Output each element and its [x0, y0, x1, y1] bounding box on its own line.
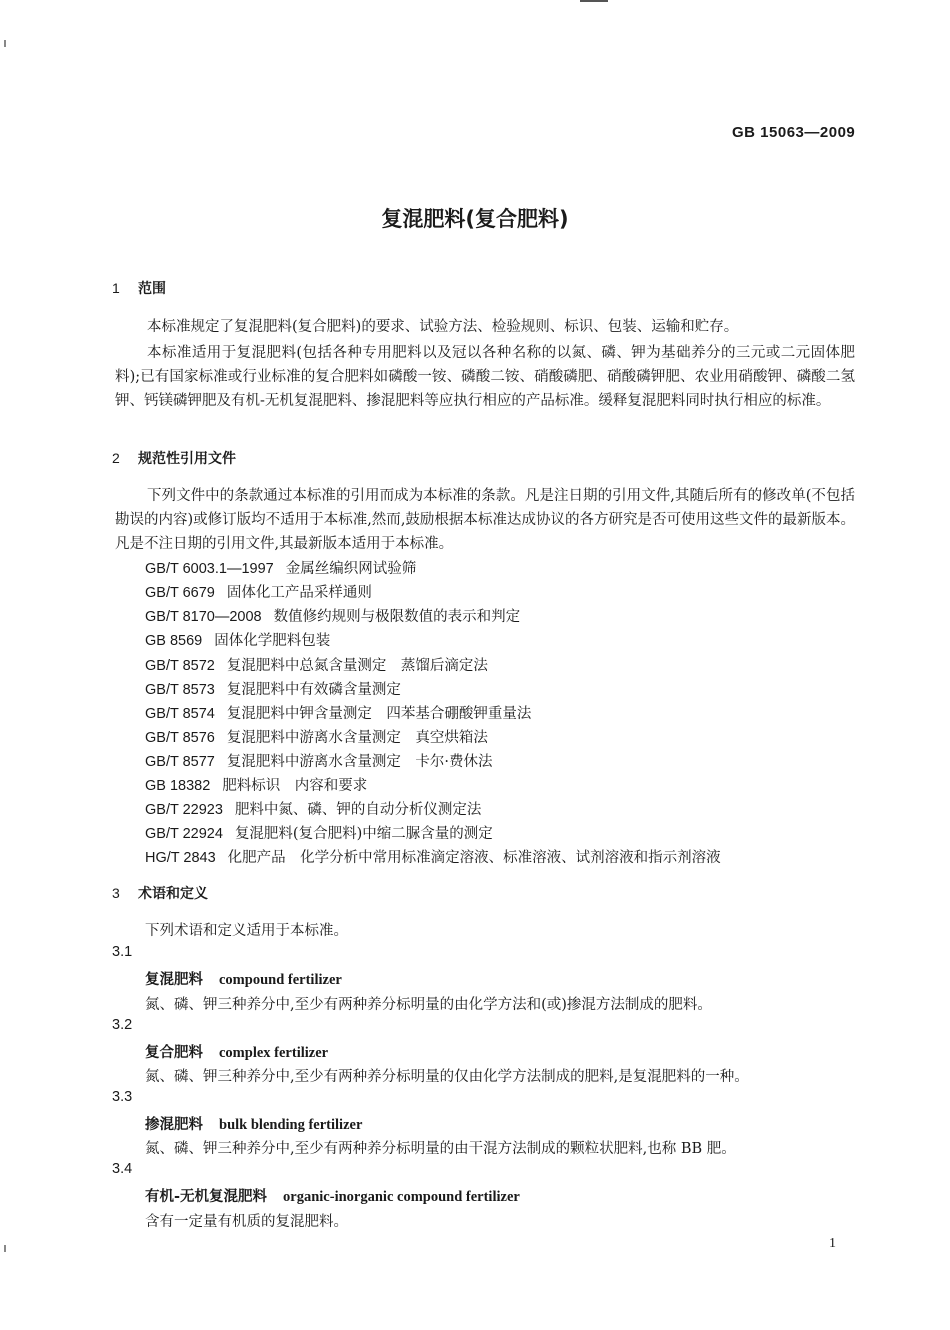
reference-title: 数值修约规则与极限数值的表示和判定: [273, 609, 521, 625]
reference-item: [145, 557, 416, 579]
reference-code: GB/T 8572: [145, 658, 215, 674]
document-title: 复混肥料(复合肥料): [381, 207, 569, 231]
term-en: bulk blending fertilizer: [219, 1117, 363, 1133]
reference-item: [145, 822, 493, 844]
reference-item: [145, 846, 721, 868]
reference-code: GB/T 22924: [145, 826, 223, 842]
reference-item: [145, 581, 372, 603]
section-title: 规范性引用文件: [138, 451, 236, 467]
section-2-paragraph: 下列文件中的条款通过本标准的引用而成为本标准的条款。凡是注日期的引用文件,其随后所有的修改单(不包括勘误的内容)或修订版均不适用于本标准,然而,鼓励根据本标准达成协议的各方研究是否可使用这些文件的最新版本。凡是不注日期的引用文件,其最新版本适用于本标准。: [115, 488, 855, 552]
section-2-heading: [112, 448, 236, 468]
reference-title: 复混肥料中游离水含量测定 真空烘箱法: [226, 730, 488, 746]
section-1-heading: [112, 278, 166, 298]
reference-code: GB 8569: [145, 633, 203, 649]
section-number: 2: [112, 450, 120, 466]
reference-code: GB/T 8576: [145, 730, 215, 746]
term-zh: 复混肥料: [145, 972, 203, 988]
reference-title: 复混肥料中游离水含量测定 卡尔·费休法: [226, 754, 493, 770]
section-1-paragraph-1: 本标准规定了复混肥料(复合肥料)的要求、试验方法、检验规则、标识、包装、运输和贮存。: [147, 319, 739, 335]
term-definition: 氮、磷、钾三种养分中,至少有两种养分标明量的由干混方法制成的颗粒状肥料,也称 BB 肥。: [145, 1141, 736, 1157]
term-heading: [145, 1113, 362, 1134]
reference-code: GB/T 6003.1—1997: [145, 561, 274, 577]
term-number: 3.4: [112, 1161, 133, 1177]
term-number: 3.1: [112, 944, 133, 960]
reference-code: GB/T 8577: [145, 754, 215, 770]
reference-item: [145, 726, 488, 748]
section-title: 范围: [138, 281, 166, 297]
section-number: 1: [112, 280, 120, 296]
reference-item: [145, 605, 520, 627]
term-heading: [145, 1185, 520, 1206]
reference-code: GB/T 8573: [145, 682, 215, 698]
reference-title: 肥料标识 内容和要求: [222, 778, 368, 794]
section-3-heading: [112, 883, 208, 903]
reference-code: HG/T 2843: [145, 850, 216, 866]
reference-title: 复混肥料中钾含量测定 四苯基合硼酸钾重量法: [226, 706, 532, 722]
reference-title: 金属丝编织网试验筛: [285, 561, 417, 577]
term-zh: 有机-无机复混肥料: [145, 1189, 268, 1205]
reference-code: GB/T 8574: [145, 706, 215, 722]
reference-item: [145, 702, 531, 724]
section-number: 3: [112, 885, 120, 901]
standard-number: GB 15063—2009: [732, 124, 856, 141]
term-number: 3.2: [112, 1017, 133, 1033]
term-en: complex fertilizer: [219, 1045, 329, 1061]
reference-code: GB 18382: [145, 778, 211, 794]
reference-code: GB/T 6679: [145, 585, 215, 601]
term-definition: 含有一定量有机质的复混肥料。: [145, 1214, 348, 1230]
reference-title: 肥料中氮、磷、钾的自动分析仪测定法: [234, 802, 482, 818]
term-definition: 氮、磷、钾三种养分中,至少有两种养分标明量的由化学方法和(或)掺混方法制成的肥料。: [145, 997, 712, 1013]
margin-mark: [4, 1245, 6, 1252]
reference-title: 复混肥料(复合肥料)中缩二脲含量的测定: [234, 826, 493, 842]
term-definition: 氮、磷、钾三种养分中,至少有两种养分标明量的仅由化学方法制成的肥料,是复混肥料的一种。: [145, 1069, 749, 1085]
margin-mark: [4, 40, 6, 47]
term-en: organic-inorganic compound fertilizer: [283, 1189, 520, 1205]
term-zh: 掺混肥料: [145, 1117, 203, 1133]
term-heading: [145, 1041, 328, 1062]
reference-item: [145, 629, 330, 651]
reference-title: 固体化工产品采样通则: [226, 585, 372, 601]
reference-title: 复混肥料中总氮含量测定 蒸馏后滴定法: [226, 658, 488, 674]
section-title: 术语和定义: [138, 886, 208, 902]
reference-title: 复混肥料中有效磷含量测定: [226, 682, 401, 698]
reference-code: GB/T 22923: [145, 802, 223, 818]
reference-title: 固体化学肥料包装: [214, 633, 331, 649]
reference-title: 化肥产品 化学分析中常用标准滴定溶液、标准溶液、试剂溶液和指示剂溶液: [227, 850, 721, 866]
section-3-intro: 下列术语和定义适用于本标准。: [145, 923, 348, 939]
term-en: compound fertilizer: [219, 972, 342, 988]
reference-item: [145, 750, 492, 772]
reference-item: [145, 798, 481, 820]
reference-item: [145, 678, 401, 700]
reference-item: [145, 654, 488, 676]
reference-item: [145, 774, 367, 796]
section-1-paragraph-2: 本标准适用于复混肥料(包括各种专用肥料以及冠以各种名称的以氮、磷、钾为基础养分的三元或二元固体肥料);已有国家标准或行业标准的复合肥料如磷酸一铵、磷酸二铵、硝酸磷肥、硝酸磷钾肥、农业用硝酸钾、磷酸二氢钾、钙镁磷钾肥及有机-无机复混肥料、掺混肥料等应执行相应的产品标准。缓释复混肥料同时执行相应的标准。: [115, 345, 855, 409]
scan-mark: [580, 0, 608, 2]
term-number: 3.3: [112, 1089, 133, 1105]
page-number: 1: [829, 1236, 836, 1251]
reference-code: GB/T 8170—2008: [145, 609, 262, 625]
term-zh: 复合肥料: [145, 1045, 203, 1061]
term-heading: [145, 968, 342, 989]
